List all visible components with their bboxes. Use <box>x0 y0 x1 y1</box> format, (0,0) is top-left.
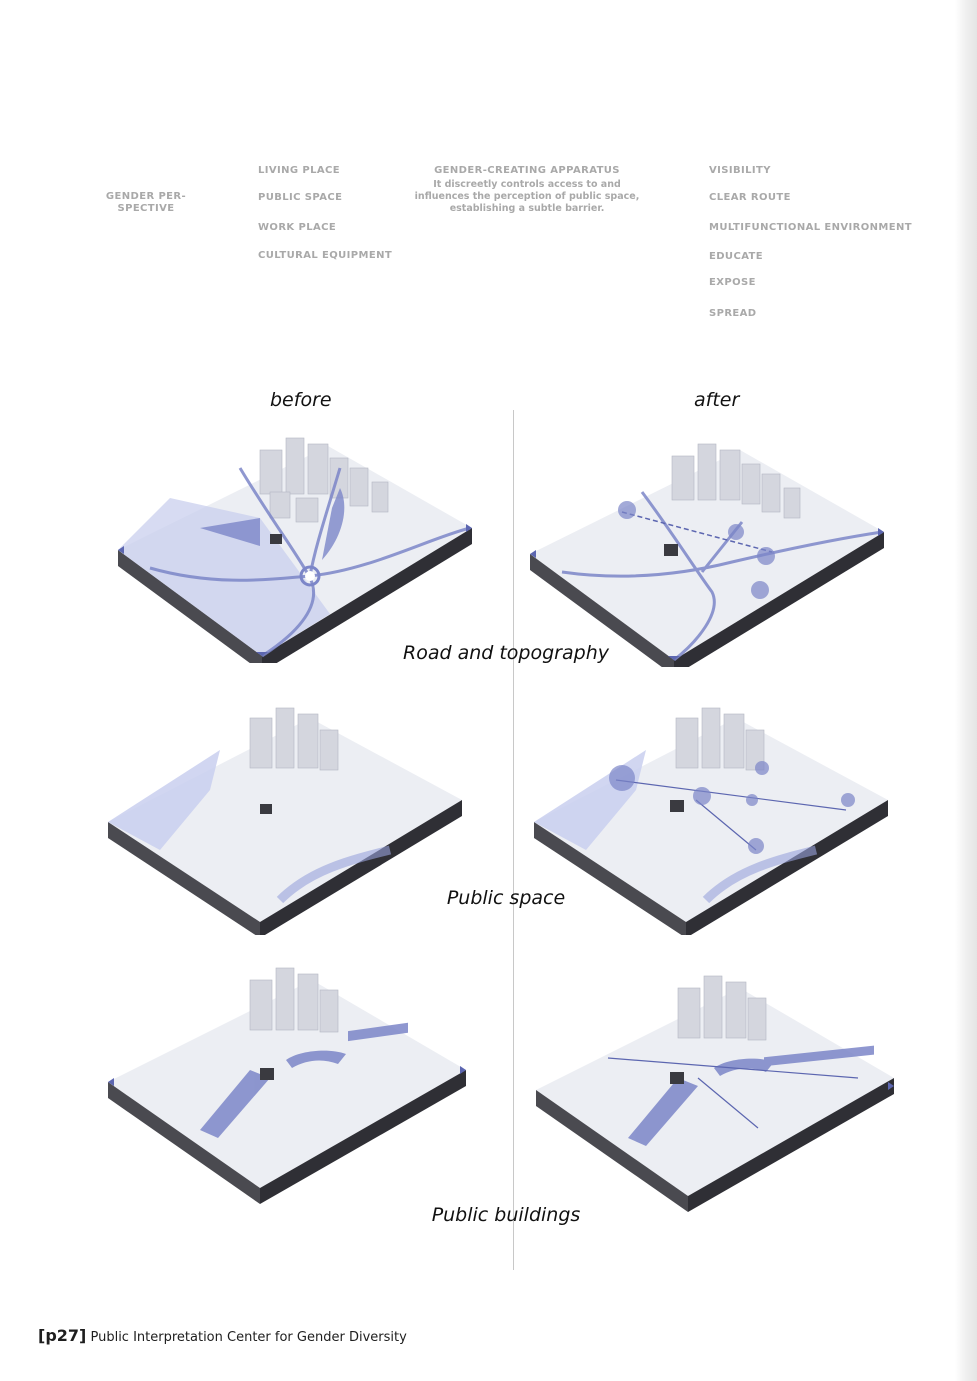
diagram-buildings-after <box>528 968 903 1213</box>
outcome-educate: EDUCATE <box>709 251 764 262</box>
place-label-living: LIVING PLACE <box>258 165 341 176</box>
apparatus-title: GENDER-CREATING APPARATUS <box>434 165 620 176</box>
diagram-road-before <box>110 428 480 663</box>
outcome-multifunctional: MULTIFUNCTIONAL ENVIRONMENT <box>709 222 912 233</box>
page-edge-shadow <box>955 0 977 1381</box>
gender-perspective-label: GENDER PER-SPECTIVE <box>105 191 187 214</box>
diagram-road-after <box>522 432 892 667</box>
row-title-public-space: Public space <box>446 887 566 909</box>
outcome-clear-route: CLEAR ROUTE <box>709 192 791 203</box>
outcome-visibility: VISIBILITY <box>709 165 771 176</box>
diagram-buildings-before <box>100 960 475 1205</box>
place-label-public-space: PUBLIC SPACE <box>258 192 343 203</box>
outcome-spread: SPREAD <box>709 308 757 319</box>
outcome-expose: EXPOSE <box>709 277 756 288</box>
place-label-work: WORK PLACE <box>258 222 337 233</box>
place-label-cultural: CULTURAL EQUIPMENT <box>258 250 393 261</box>
apparatus-description: It discreetly controls access to and influences the perception of public space, establishing a subtle barrier. <box>414 179 640 214</box>
row-title-public-buildings: Public buildings <box>431 1204 581 1226</box>
row-title-road: Road and topography <box>403 642 609 664</box>
column-title-before: before <box>270 389 332 411</box>
page-footer <box>38 1326 407 1345</box>
column-title-after: after <box>694 389 740 411</box>
footer-title: Public Interpretation Center for Gender Diversity <box>90 1330 407 1345</box>
column-divider <box>513 410 514 1270</box>
page-number: [p27] <box>38 1326 87 1345</box>
